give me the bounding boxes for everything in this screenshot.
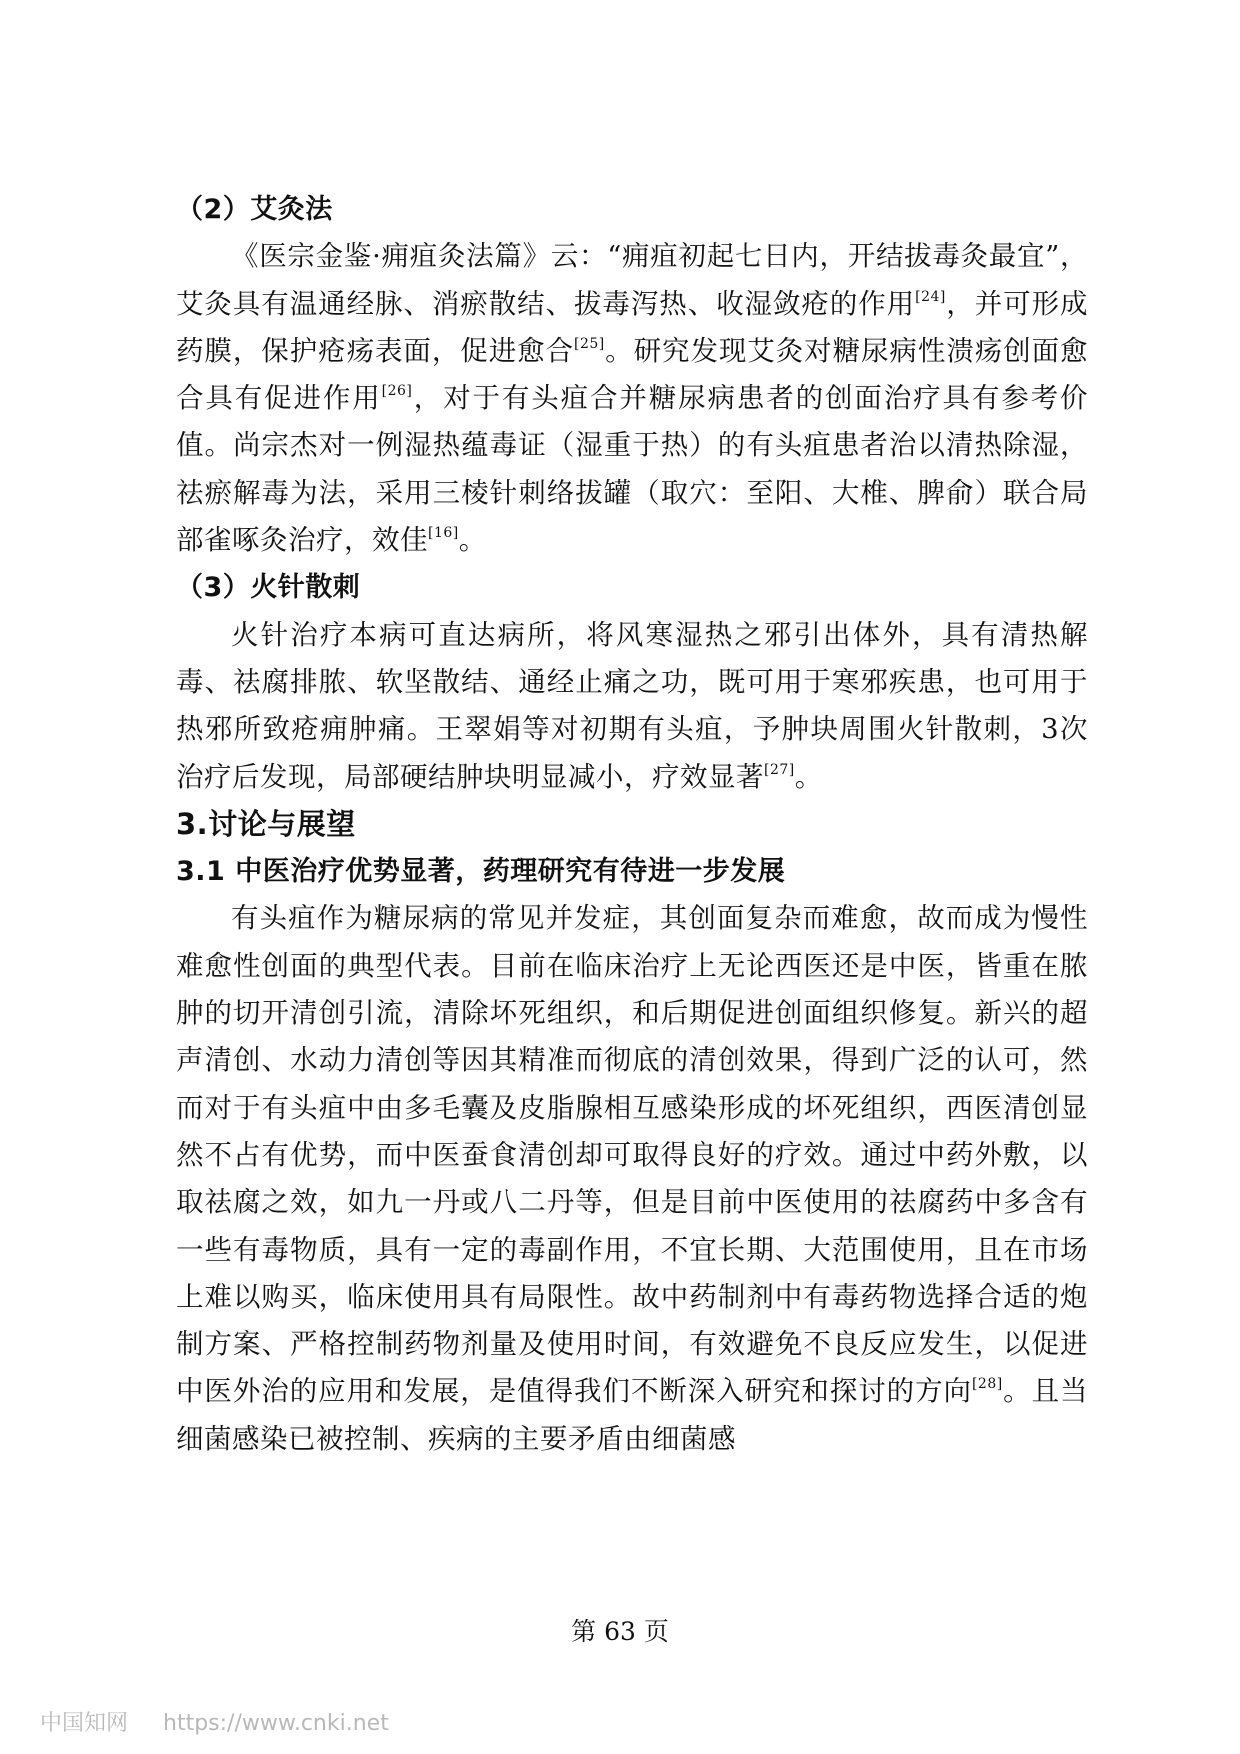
section-heading-discussion: 3.讨论与展望 xyxy=(176,806,356,841)
citation[interactable]: [25] xyxy=(573,335,605,352)
citation[interactable]: [16] xyxy=(428,525,459,542)
cnki-watermark xyxy=(40,1706,389,1737)
citation[interactable]: [28] xyxy=(971,1376,1003,1393)
subsection-heading-moxibustion: （2）艾灸法 xyxy=(176,194,333,225)
citation[interactable]: [26] xyxy=(381,383,413,400)
paragraph-moxibustion: 《医宗金鉴·痈疽灸法篇》云：“痈疽初起七日内，开结拔毒灸最宜”，艾灸具有温通经脉、消瘀散结、拔毒泻热、收湿敛疮的作用[24]，并可形成药膜，保护疮疡表面，促进愈合[25]。研究发现艾灸对糖尿病性溃疡创面愈合具有促进作用[26]，对于有头疽合并糖尿病患者的创面治疗具有参考价值。尚宗杰对一例湿热蕴毒证（湿重于热）的有头疽患者治以清热除湿，祛瘀解毒为法，采用三棱针刺络拔罐（取穴：至阳、大椎、脾俞）联合局部雀啄灸治疗，效佳[16]。 xyxy=(176,240,1089,557)
watermark-brand: 中国知网 xyxy=(40,1711,129,1736)
paragraph-discussion: 有头疽作为糖尿病的常见并发症，其创面复杂而难愈，故而成为慢性难愈性创面的典型代表。目前在临床治疗上无论西医还是中医，皆重在脓肿的切开清创引流，清除坏死组织，和后期促进创面组织修复。新兴的超声清创、水动力清创等因其精准而彻底的清创效果，得到广泛的认可，然而对于有头疽中由多毛囊及皮脂腺相互感染形成的坏死组织，西医清创显然不占有优势，而中医蚕食清创却可取得良好的疗效。通过中药外敷，以取祛腐之效，如九一丹或八二丹等，但是目前中医使用的祛腐药中多含有一些有毒物质，具有一定的毒副作用，不宜长期、大范围使用，且在市场上难以购买，临床使用具有局限性。故中药制剂中有毒药物选择合适的炮制方案、严格控制药物剂量及使用时间，有效避免不良反应发生，以促进中医外治的应用和发展，是值得我们不断深入研究和探讨的方向[28]。且当细菌感染已被控制、疾病的主要矛盾由细菌感 xyxy=(176,902,1089,1455)
watermark-url[interactable]: https://www.cnki.net xyxy=(163,1711,389,1736)
page-content xyxy=(176,186,1088,1463)
citation[interactable]: [24] xyxy=(915,288,946,305)
page-number: 第 63 页 xyxy=(571,1617,669,1646)
paragraph-fire-needle: 火针治疗本病可直达病所，将风寒湿热之邪引出体外，具有清热解毒、祛腐排脓、软坚散结、通经止痛之功，既可用于寒邪疾患，也可用于热邪所致疮痈肿痛。王翠娟等对初期有头疽，予肿块周围火针散刺，3次治疗后发现，局部硬结肿块明显减小，疗效显著[27]。 xyxy=(176,618,1088,793)
subsection-heading-3-1: 3.1 中医治疗优势显著，药理研究有待进一步发展 xyxy=(176,856,786,888)
citation[interactable]: [27] xyxy=(764,761,795,778)
subsection-heading-fire-needle: （3）火针散刺 xyxy=(176,572,361,604)
